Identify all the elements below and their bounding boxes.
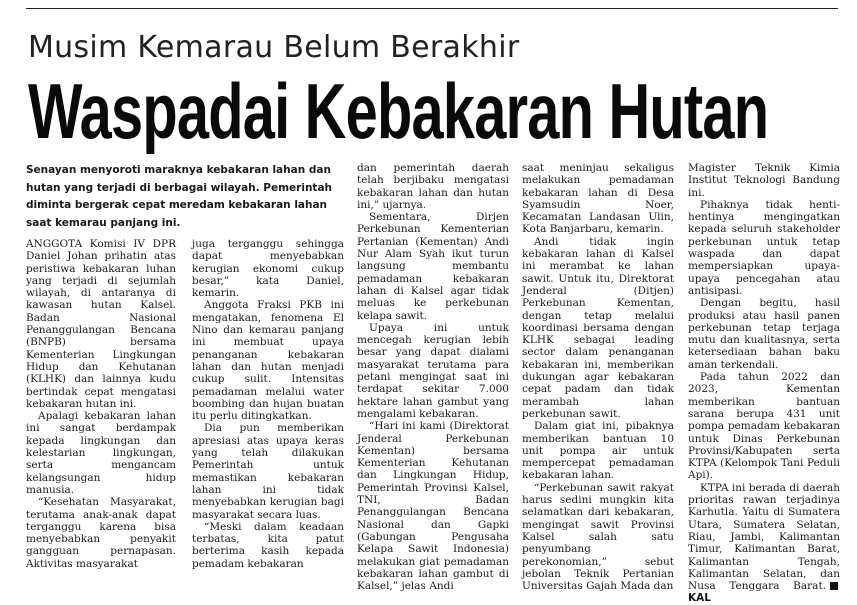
top-rule (26, 8, 838, 9)
paragraph: Upaya ini untuk mencegah kerugian lebih besar yang dapat dialami masyarakat terutama para petani mengingat saat ini terdapat sekitar 7.000 hektare lahan gambut yang mengalami kebakaran. (357, 321, 509, 420)
column-3-body (357, 162, 509, 593)
paragraph: Dengan begitu, hasil produksi atau hasil panen perkebunan tetap terjaga mutu dan kualitasnya, serta ketersediaan bahan baku aman terkendali. (688, 297, 840, 371)
paragraph: “Meski dalam keadaan terbatas, kita patut berterima kasih kepada pemadam kebakaran (192, 520, 344, 570)
paragraph: ANGGOTA Komisi IV DPR Daniel Johan prihatin atas peristiwa kebakaran luhan yang terjadi di sejumlah wilayah, di antaranya di kawasan hutan Kalsel. Badan Nasional Penanggulangan Bencana (BNPB) bersama Kementerian Lingkungan Hidup dan Kehutanan (KLHK) dan lainnya kudu bertindak cepat mengatasi kebakaran hutan ini. (26, 238, 176, 410)
headline: Waspadai Kebakaran Hutan (28, 67, 769, 155)
column-1-body (26, 238, 176, 570)
paragraph (688, 482, 840, 605)
paragraph: Andi tidak ingin kebakaran lahan di Kalsel ini merambat ke lahan sawit. Untuk itu, Direktorat Jenderal (Ditjen) Perkebunan Kementan, dengan tetap melalui koordinasi bersama dengan KLHK sebagai leading sector dalam penanganan kebakaran ini, memberikan dukungan agar kebakaran cepat padam dan tidak merambah lahan perkebunan sawit. (522, 235, 674, 420)
paragraph: Dalam giat ini, pibaknya memberikan bantuan 10 unit pompa air untuk mempercepat pemadaman kebakaran lahan. (522, 420, 674, 482)
paragraph: “Perkebunan sawit rakyat harus sedini mungkin kita selamatkan dari kebakaran, mengingat sawit Provinsi Kalsel salah satu penyumbang perekonomian,” sebut jebolan Teknik Pertanian Universitas Gajah Mada dan (522, 481, 674, 593)
lead-paragraph: Senayan menyoroti maraknya kebakaran lahan dan hutan yang terjadi di berbagai wilayah. Pemerintah diminta bergerak cepat meredam kebakaran lahan saat kemarau panjang ini. (26, 164, 333, 229)
column-2-body (192, 238, 344, 570)
paragraph: Anggota Fraksi PKB ini mengatakan, fenomena El Nino dan kemarau panjang ini membuat upaya penanganan kebakaran lahan dan hutan menjadi cukup sulit. Intensitas pemadaman melalui water boombing dan hujan buatan itu perlu ditingkatkan. (192, 299, 344, 423)
paragraph-text: KTPA ini berada di daerah prioritas rawan terjadinya Karhutla. Yaitu di Sumatera Utara, Sumatera Selatan, Riau, Jambi, Kalimantan Timur, Kalimantan Barat, Kalimantan Tengah, Kalimantan Selatan, dan Nusa Tenggara Barat. (688, 481, 840, 593)
end-mark-icon (830, 582, 838, 590)
paragraph: Sementara, Dirjen Perkebunan Kementerian Pertanian (Kementan) Andi Nur Alam Syah ikut turun langsung membantu pemadaman kebakaran lahan di Kalsel agar tidak meluas ke perkebunan kelapa sawit. (357, 211, 509, 322)
paragraph: dan pemerintah daerah telah berjibaku mengatasi kebakaran lahan dan hutan ini,” ujarnya. (357, 162, 509, 211)
column-5-body (688, 162, 840, 605)
paragraph: Pada tahun 2022 dan 2023, Kementan memberikan bantuan sarana berupa 431 unit pompa pemadam kebakaran untuk Dinas Perkebunan Provinsi/Kabupaten serta KTPA (Kelompok Tani Peduli Api). (688, 371, 840, 482)
paragraph: saat meninjau sekaligus melakukan pemadaman kebakaran lahan di Desa Syamsudin Noer, Kecamatan Landasan Ulin, Kota Banjarbaru, kemarin. (522, 162, 674, 236)
paragraph: Magister Teknik Kimia Institut Teknologi Bandung ini. (688, 162, 840, 199)
author-signoff: KAL (688, 592, 711, 605)
paragraph: Pihaknya tidak henti-hentinya mengingatkan kepada seluruh stakeholder perkebunan untuk tetap waspada dan dapat mempersiapkan upaya-upaya pencegahan atau antisipasi. (688, 198, 840, 297)
paragraph: Apalagi kebakaran lahan ini sangat berdampak kepada lingkungan dan kelestarian lingkungan, serta mengancam kelangsungan hidup manusia. (26, 410, 176, 496)
paragraph: Dia pun memberikan apresiasi atas upaya keras yang telah dilakukan Pemerintah untuk memastikan kebakaran lahan ini tidak menyebabkan kerugian bagi masyarakat secara luas. (192, 422, 344, 521)
paragraph: “Hari ini kami (Direktorat Jenderal Perkebunan Kementan) bersama Kementerian Kehutanan dan Lingkungan Hidup, Pemerintah Provinsi Kalsel, TNI, Badan Penanggulangan Bencana Nasional dan Gapki (Gabungan Pengusaha Kelapa Sawit Indonesia) melakukan giat pemadaman kebakaran lahan gambut di Kalsel,” jelas Andi (357, 420, 509, 593)
column-4-body (522, 162, 674, 593)
paragraph: “Kesehatan Masyarakat, terutama anak-anak dapat terganggu karena bisa menyebabkan penyakit gangguan pernapasan. Aktivitas masyarakat (26, 496, 176, 570)
paragraph: juga terganggu sehingga dapat menyebabkan kerugian ekonomi cukup besar,” kata Daniel, kemarin. (192, 238, 344, 300)
kicker: Musim Kemarau Belum Berakhir (28, 30, 520, 65)
